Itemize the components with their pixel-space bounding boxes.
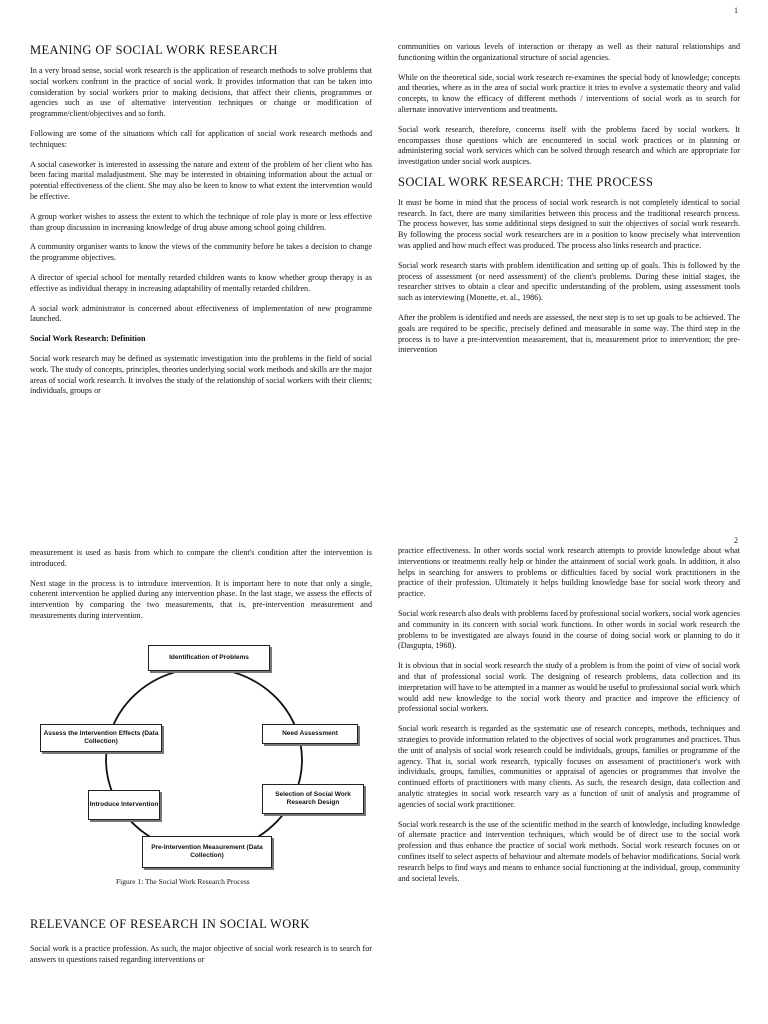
- paragraph: A social caseworker is interested in assessing the nature and extent of the problem of her client who has been facing marital maladjustment. She may be interested in obtaining information about the actual or potential effectiveness of the client. She may also be keen to know to what extent the intervention would be effective.: [30, 159, 372, 201]
- page-number: 1: [734, 6, 738, 15]
- paragraph: measurement is used as basis from which to compare the client's condition after the intervention is introduced.: [30, 548, 372, 568]
- paragraph: While on the theoretical side, social work research re-examines the special body of knowledge; concepts and theories, where as in the area of social work practice it tries to evolve a systematic theory and valid concepts, to know the efficacy of different methods / interventions of social work as to search for alternate innovative interventions and treatments.: [398, 72, 740, 114]
- paragraph: practice effectiveness. In other words social work research attempts to provide knowledge about what interventions or treatments really help or hinder the attainment of social work goals. In addition, it also helps in searching for answers to problems or difficulties faced by social work practitioners in the practice of their profession. Ultimately it helps building knowledge base for social work theory and practice.: [398, 546, 740, 599]
- paragraph: Next stage in the process is to introduce intervention. It is important here to note that only a single, coherent intervention be applied during any intervention phase. In the last stage, we assess the effects of intervention by comparing the two measurements, that is, pre-intervention measurement and measurements during intervention.: [30, 578, 372, 620]
- paragraph: Social work research is the use of the scientific method in the search of knowledge, including knowledge of alternate practice and intervention techniques, which would be of direct use to the social work profession and thus enhance the practice of social work methods. Social work research focuses on or confines itself to select aspects of behaviour and alternate models of behavior modifications. Social work research helps to find ways and means to enhance social functioning at the individual, group, community and societal levels.: [398, 819, 740, 883]
- figure-caption: Figure 1: The Social Work Research Process: [116, 877, 250, 886]
- paragraph: A director of special school for mentally retarded children wants to know whether group therapy is as effective as individual therapy in increasing adaptability of mentally retarded children.: [30, 272, 372, 293]
- page1-left-column: [30, 66, 372, 406]
- paragraph: Social work research also deals with problems faced by professional social workers, social work agencies and community in its concern with social work functions. In other words in social work research the problems to be investigated are always found in the course of doing social work or planning to do it (Dasgupta, 1968).: [398, 608, 740, 651]
- page2-left-column-top: [30, 548, 372, 631]
- box-pre-intervention-measurement: Pre-Intervention Measurement (Data Collection): [142, 836, 272, 868]
- process-diagram: [36, 642, 366, 892]
- page1-right-column: [398, 42, 740, 365]
- definition-subheading: Social Work Research: Definition: [30, 334, 146, 344]
- relevance-paragraph: Social work is a practice profession. As such, the major objective of social work research is to search for answers to questions raised regarding interventions or: [30, 944, 372, 964]
- cycle-ellipse: [106, 668, 302, 852]
- paragraph: It must be borne in mind that the process of social work research is not completely identical to social research. In fact, there are many similarities between this process and the traditional research process. The process however, has some additional steps designed to suit the objectives of social work research. By following the process social work researchers are in a position to know precisely what intervention was applied and how much effect was produced. The process also links research and practice.: [398, 197, 740, 250]
- section-heading-process: SOCIAL WORK RESEARCH: THE PROCESS: [398, 174, 654, 189]
- paragraph: Following are some of the situations which call for application of social work research methods and techniques:: [30, 128, 372, 149]
- paragraph: It is obvious that in social work research the study of a problem is from the point of view of social work and that of professional social work. The designing of research problems, data collection and its interpretation will have to be attempted in a manner as would be useful to professional social work which would add new knowledge to the social work theory and practice and improve the efficiency of professional social workers.: [398, 661, 740, 714]
- box-selection-of-design: Selection of Social Work Research Design: [262, 784, 364, 814]
- paragraph: Social work research starts with problem identification and setting up of goals. This is followed by the process of assessment (or need assessment) of the client's problems. During these initial stages, the researcher strives to obtain a clear and specific understanding of the problem, using assessment tools such as interviewing (Monette, et. al., 1986).: [398, 260, 740, 303]
- page2-right-column: [398, 546, 740, 893]
- document-page-2: [0, 512, 768, 1024]
- section-heading-relevance: RELEVANCE OF RESEARCH IN SOCIAL WORK: [30, 917, 310, 931]
- paragraph: After the problem is identified and needs are assessed, the next step is to set up goals to be achieved. The goals are required to be specific, precisely defined and measurable in some way. The third step in the process is to have a pre-intervention measurement, that is, measurement prior to intervention; the pre-intervention: [398, 312, 740, 355]
- box-need-assessment: Need Assessment: [262, 724, 358, 744]
- paragraph: In a very broad sense, social work research is the application of research methods to solve problems that social workers confront in the practice of social work. It provides information that can be taken into consideration by social workers prior to making decisions, that affect their clients, programmes or agencies such as use of alternative intervention techniques or change or modification of programme/client/objectives and so forth.: [30, 66, 372, 119]
- page-number: 2: [734, 536, 738, 545]
- paragraph: Social work research may be defined as systematic investigation into the problems in the field of social work. The study of concepts, principles, theories underlying social work methods and skills are the major areas of social work research. It involves the study of the relationship of social workers with their clients; individuals, groups or: [30, 353, 372, 396]
- paragraph: Social work research is regarded as the systematic use of research concepts, methods, techniques and strategies to provide information related to the objectives of social work programmes and practices. Thus the unit of analysis of social work research could be individuals, groups, families or programme of the agency. That is, social work research, typically focuses on assessment of practitioner's work with individuals, groups, families, communities or appraisal of agencies or programmes that involve the continued efforts of practitioners with many clients. As such, the research design, data collection and analytic strategies in social work research vary as a function of unit of analysis and programme of agencies of social work practitioner.: [398, 724, 740, 809]
- box-assess-intervention-effects: Assess the Intervention Effects (Data Collection): [40, 724, 162, 752]
- section-heading-meaning: MEANING OF SOCIAL WORK RESEARCH: [30, 43, 278, 57]
- box-introduce-intervention: Introduce Intervention: [88, 790, 160, 820]
- paragraph: A community organiser wants to know the views of the community before he takes a decision to change the programme objectives.: [30, 242, 372, 263]
- paragraph: Social work research, therefore, concerns itself with the problems faced by social workers. It encompasses those questions which are encountered in social work practices or in planning or administering social work services which can be solved through research and which are appropriate for investigation under social work auspices.: [398, 124, 740, 167]
- box-identification-of-problems: Identification of Problems: [148, 645, 270, 671]
- paragraph: A group worker wishes to assess the extent to which the technique of role play is more or less effective than group discussion in increasing knowledge of drug abuse among school going children.: [30, 211, 372, 232]
- paragraph: A social work administrator is concerned about effectiveness of implementation of new programme launched.: [30, 303, 372, 324]
- paragraph: communities on various levels of interaction or therapy as well as their natural relationships and functioning within the organizational structure of social agencies.: [398, 42, 740, 62]
